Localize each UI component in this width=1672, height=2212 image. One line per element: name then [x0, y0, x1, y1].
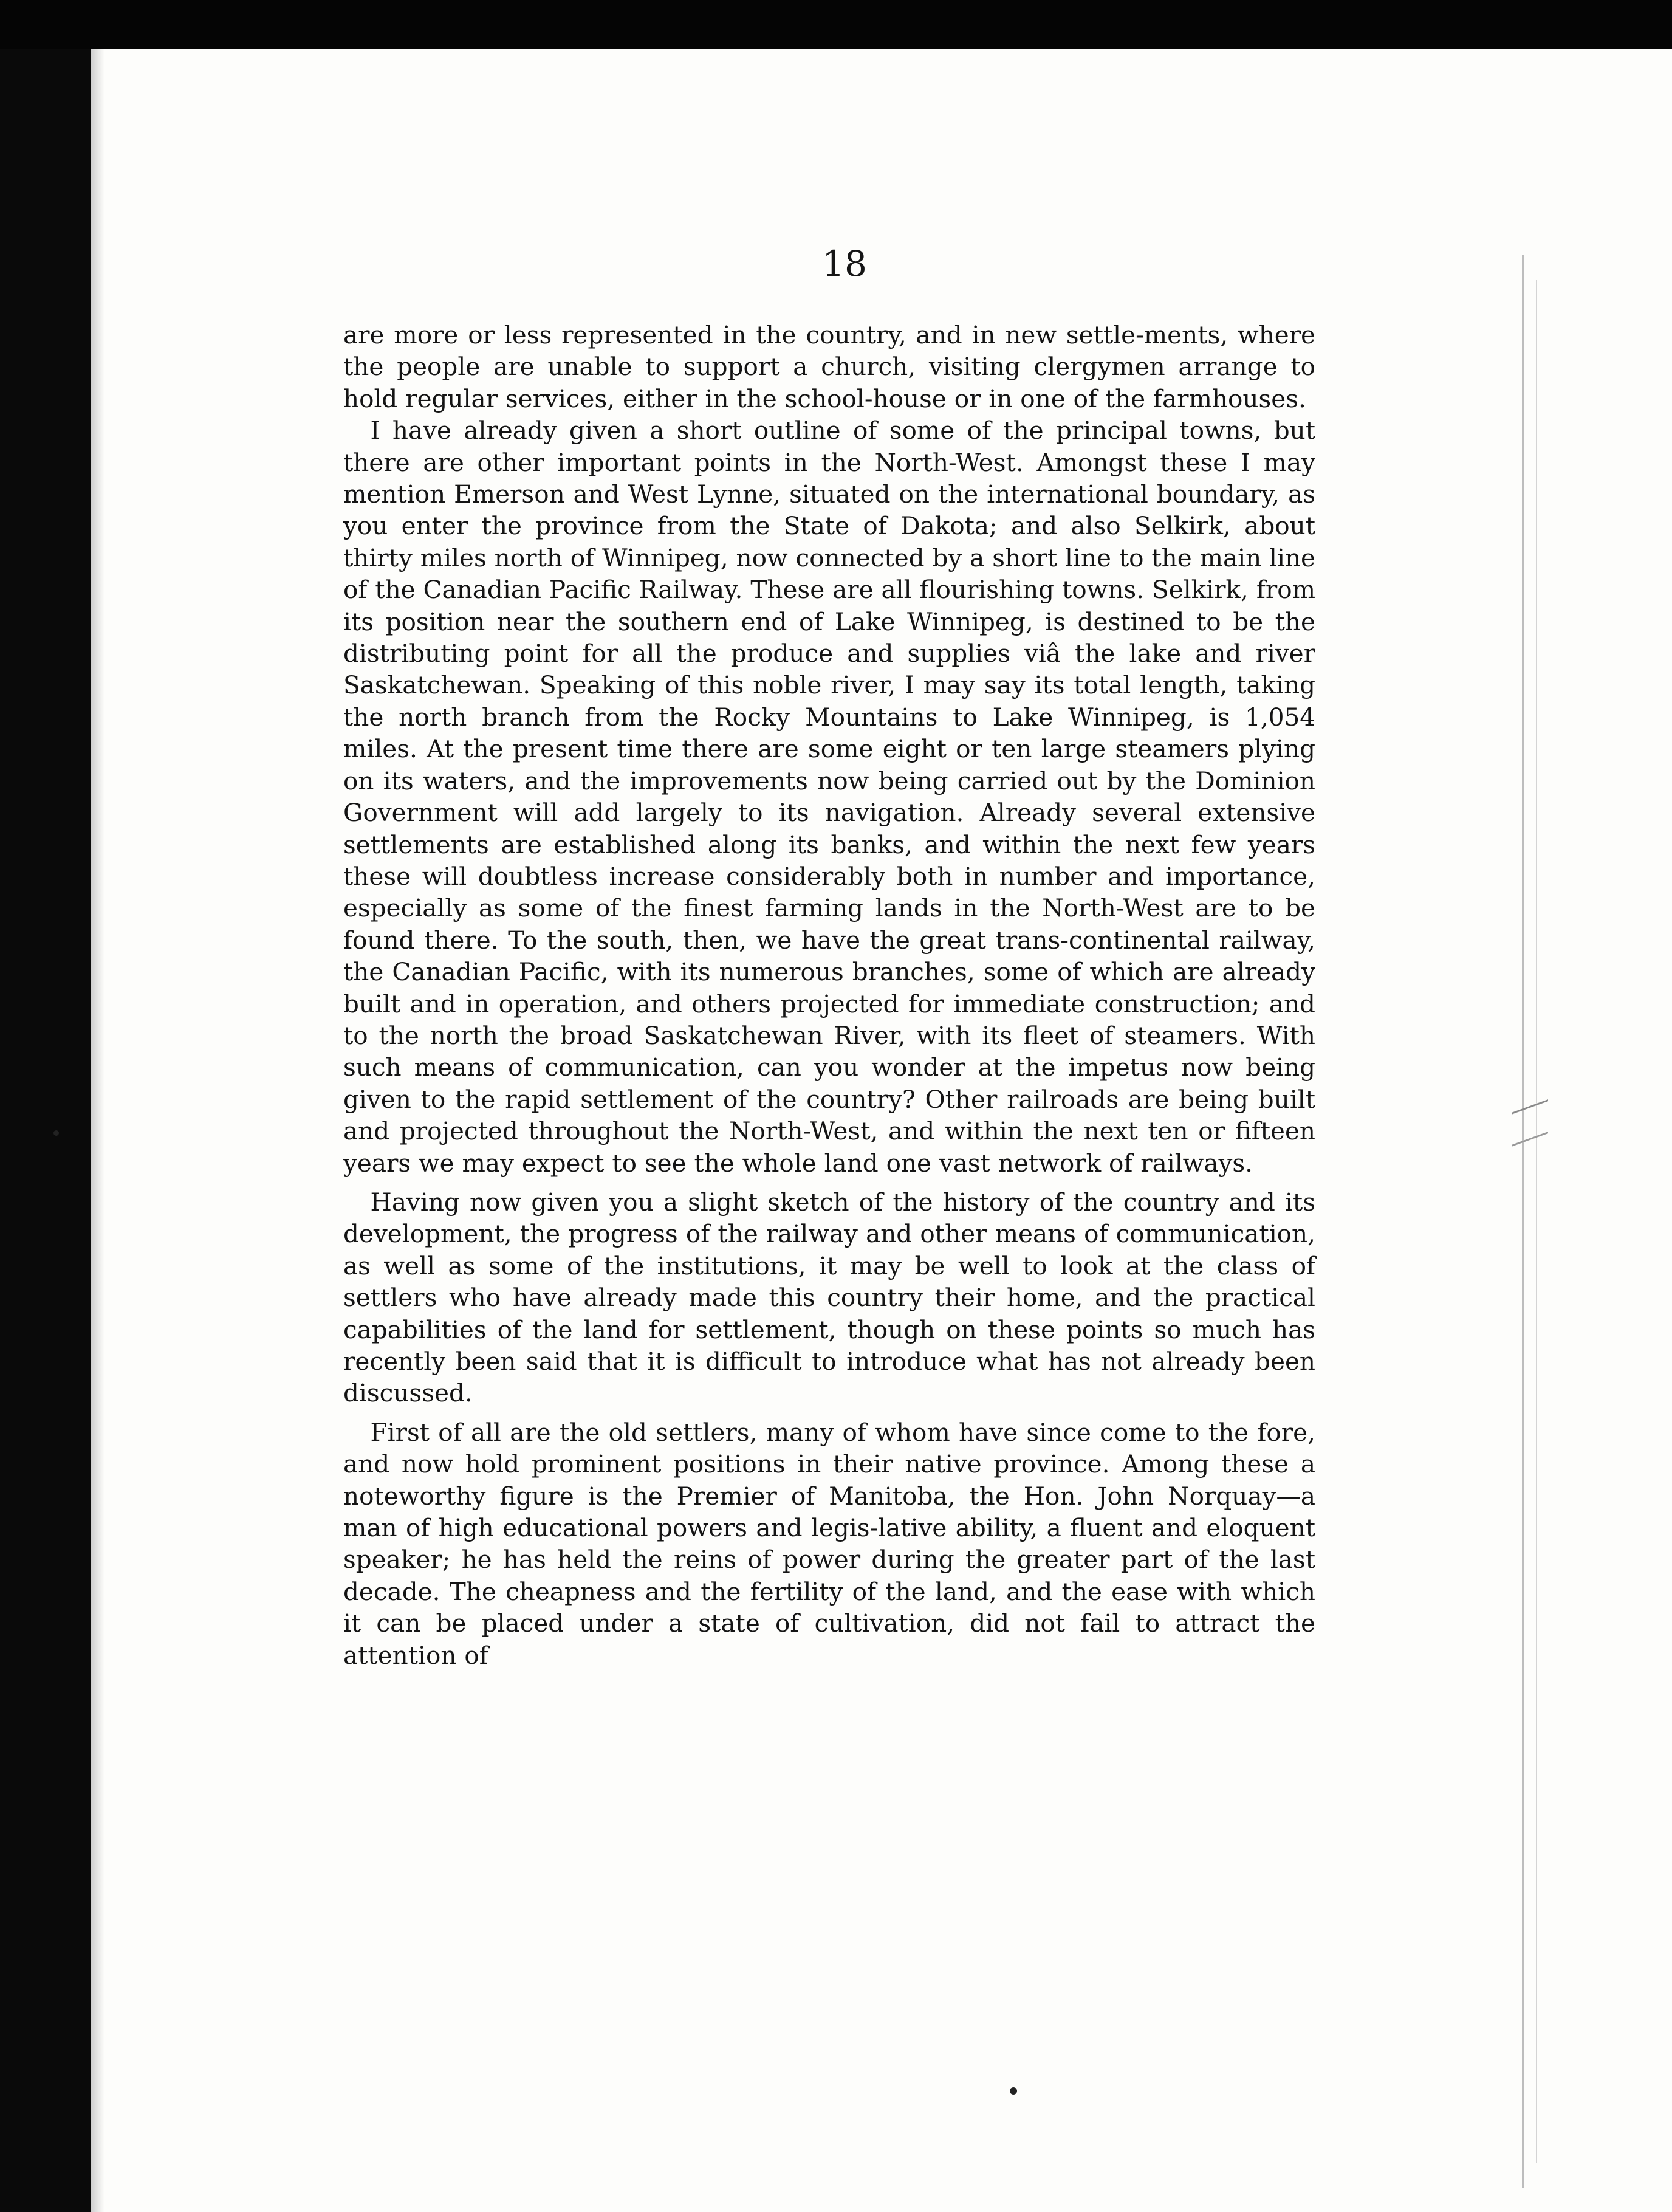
paragraph: First of all are the old settlers, many of whom have since come to the fore, and now hold prominent positions in their native province. Among these a noteworthy figure is the Premier of Manitoba, the Hon. John Norquay—a man of high educational powers and legis-lative ability, a fluent and eloquent speaker; he has held the reins of power during the greater part of the last decade. The cheapness and the fertility of the land, and the ease with which it can be placed under a state of cultivation, did not fail to attract the attention of — [343, 1417, 1315, 1670]
paragraph-continuation: are more or less represented in the country, and in new settle-ments, where the people are unable to support a church, visiting clergymen arrange to hold regular services, either in the school-house or in one of the farmhouses. — [343, 320, 1315, 413]
binding-fold-line — [1522, 255, 1524, 2188]
binding-fold-line-secondary — [1536, 280, 1537, 2163]
ink-speck — [53, 1130, 59, 1136]
page-number: 18 — [822, 243, 867, 284]
body-text — [343, 319, 1315, 1671]
page-edge-shadow — [91, 49, 104, 2212]
paragraph: Having now given you a slight sketch of the history of the country and its development, the progress of the railway and other means of communication, as well as some of the institutions, it may be well to look at the class of settlers who have already made this country their home, and the practical capabilities of the land for settlement, though on these points so much has recently been said that it is difficult to introduce what has not already been discussed. — [343, 1187, 1315, 1408]
ink-speck — [1010, 2087, 1017, 2095]
paragraph: I have already given a short outline of some of the principal towns, but there are other important points in the North-West. Amongst these I may mention Emerson and West Lynne, situated on the international boundary, as you enter the province from the State of Dakota; and also Selkirk, about thirty miles north of Winnipeg, now connected by a short line to the main line of the Canadian Pacific Railway. These are all flourishing towns. Selkirk, from its position near the southern end of Lake Winnipeg, is destined to be the distributing point for all the produce and supplies viâ the lake and river Saskatchewan. Speaking of this noble river, I may say its total length, taking the north branch from the Rocky Mountains to Lake Winnipeg, is 1,054 miles. At the present time there are some eight or ten large steamers plying on its waters, and the improvements now being carried out by the Dominion Government will add largely to its navigation. Already several extensive settlements are established along its banks, and within the next few years these will doubtless increase considerably both in number and importance, especially as some of the finest farming lands in the North-West are to be found there. To the south, then, we have the great trans-continental railway, the Canadian Pacific, with its numerous branches, some of which are already built and in operation, and others projected for immediate construction; and to the north the broad Saskatchewan River, with its fleet of steamers. With such means of communication, can you wonder at the impetus now being given to the rapid settlement of the country? Other railroads are being built and projected throughout the North-West, and within the next ten or fifteen years we may expect to see the whole land one vast network of railways. — [343, 416, 1315, 1178]
scan-top-border — [0, 0, 1672, 49]
